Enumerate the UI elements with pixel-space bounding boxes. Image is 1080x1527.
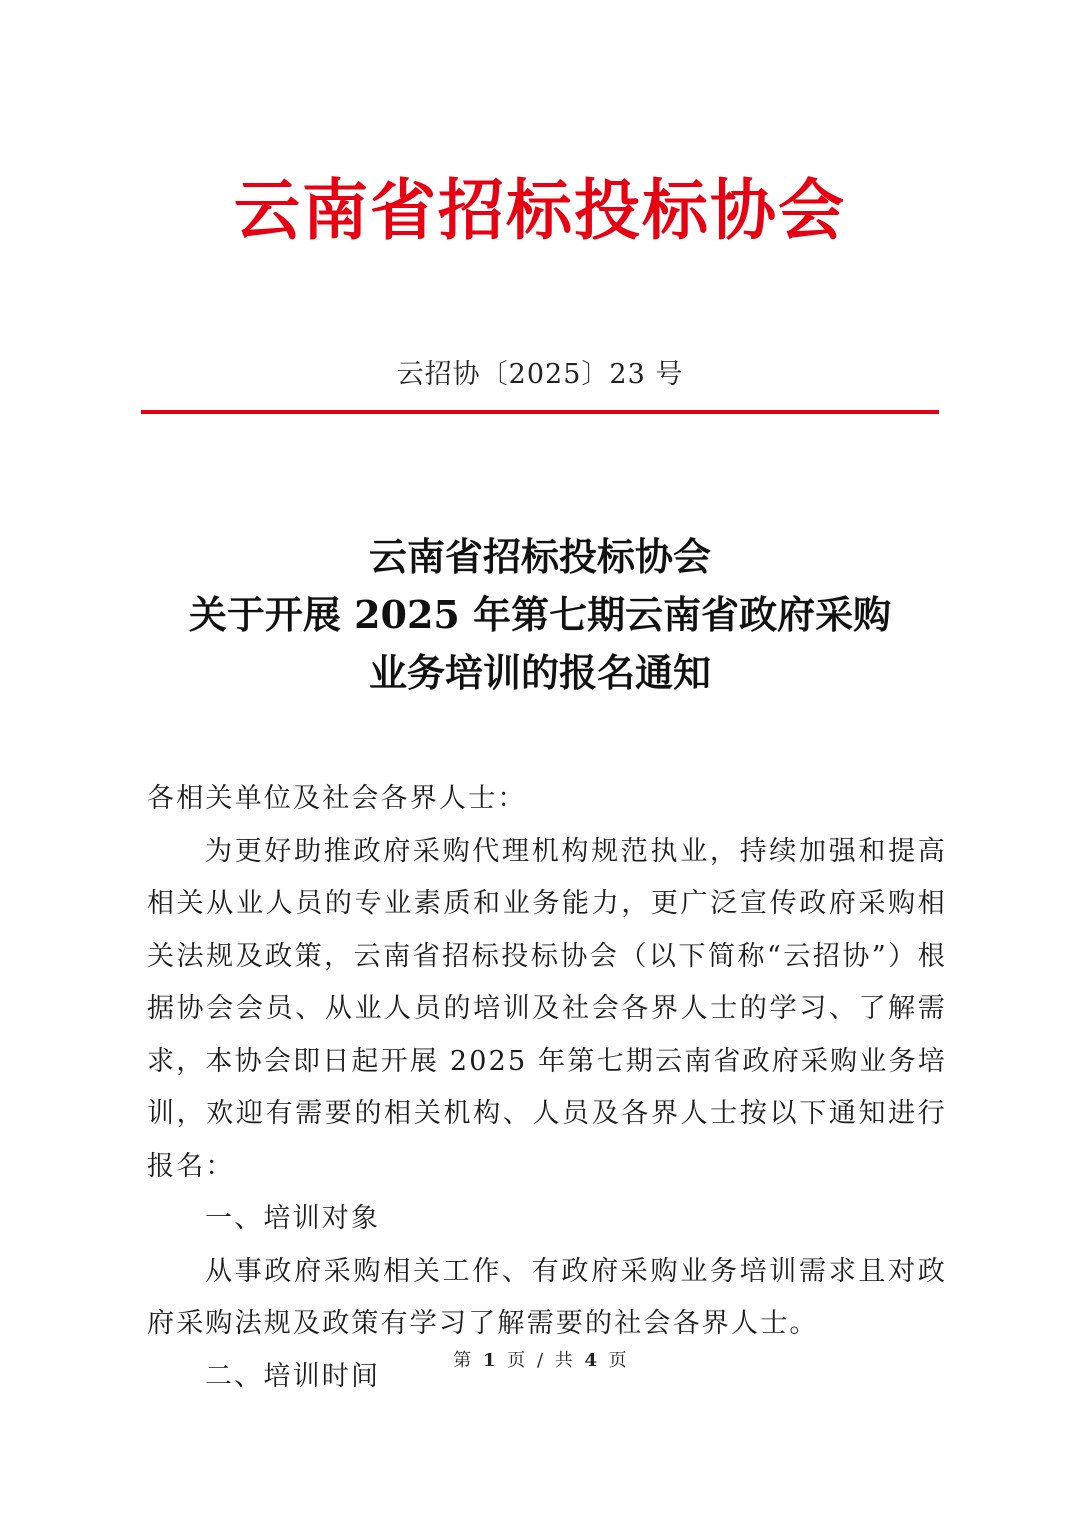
document-title xyxy=(100,528,980,702)
salutation: 各相关单位及社会各界人士： xyxy=(147,783,527,814)
red-divider-line xyxy=(141,410,939,414)
page-suffix: 页 xyxy=(608,1350,627,1371)
page-number-footer xyxy=(0,1346,1080,1376)
intro-paragraph: 为更好助推政府采购代理机构规范执业，持续加强和提高相关从业人员的专业素质和业务能力，更广泛宣传政府采购相关法规及政策，云南省招标投标协会（以下简称“云招协”）根据协会会员、从业人员的培训及社会各界人士的学习、了解需求，本协会即日起开展 2025 年第七期云南省政府采购业务培训，欢迎有需要的相关机构、人员及各界人士按以下通知进行报名： xyxy=(147,835,947,1182)
title-line-3: 业务培训的报名通知 xyxy=(368,650,711,695)
current-page-number: 1 xyxy=(482,1350,496,1371)
title-line-2: 关于开展 2025 年第七期云南省政府采购 xyxy=(188,592,892,637)
total-page-count: 4 xyxy=(584,1350,598,1371)
document-body xyxy=(147,773,947,1403)
title-line-1: 云南省招标投标协会 xyxy=(368,534,711,579)
document-number: 云招协〔2025〕23 号 xyxy=(396,359,684,390)
training-target-paragraph: 从事政府采购相关工作、有政府采购业务培训需求且对政府采购法规及政策有学习了解需要的社会各界人士。 xyxy=(147,1255,947,1339)
page-prefix: 第 xyxy=(453,1350,472,1371)
section-heading-training-target: 一、培训对象 xyxy=(205,1203,381,1234)
page-mid-text: 页 / 共 xyxy=(507,1350,573,1371)
section-heading-training-time: 二、培训时间 xyxy=(205,1360,381,1392)
organization-letterhead: 云南省招标投标协会 xyxy=(234,171,846,249)
